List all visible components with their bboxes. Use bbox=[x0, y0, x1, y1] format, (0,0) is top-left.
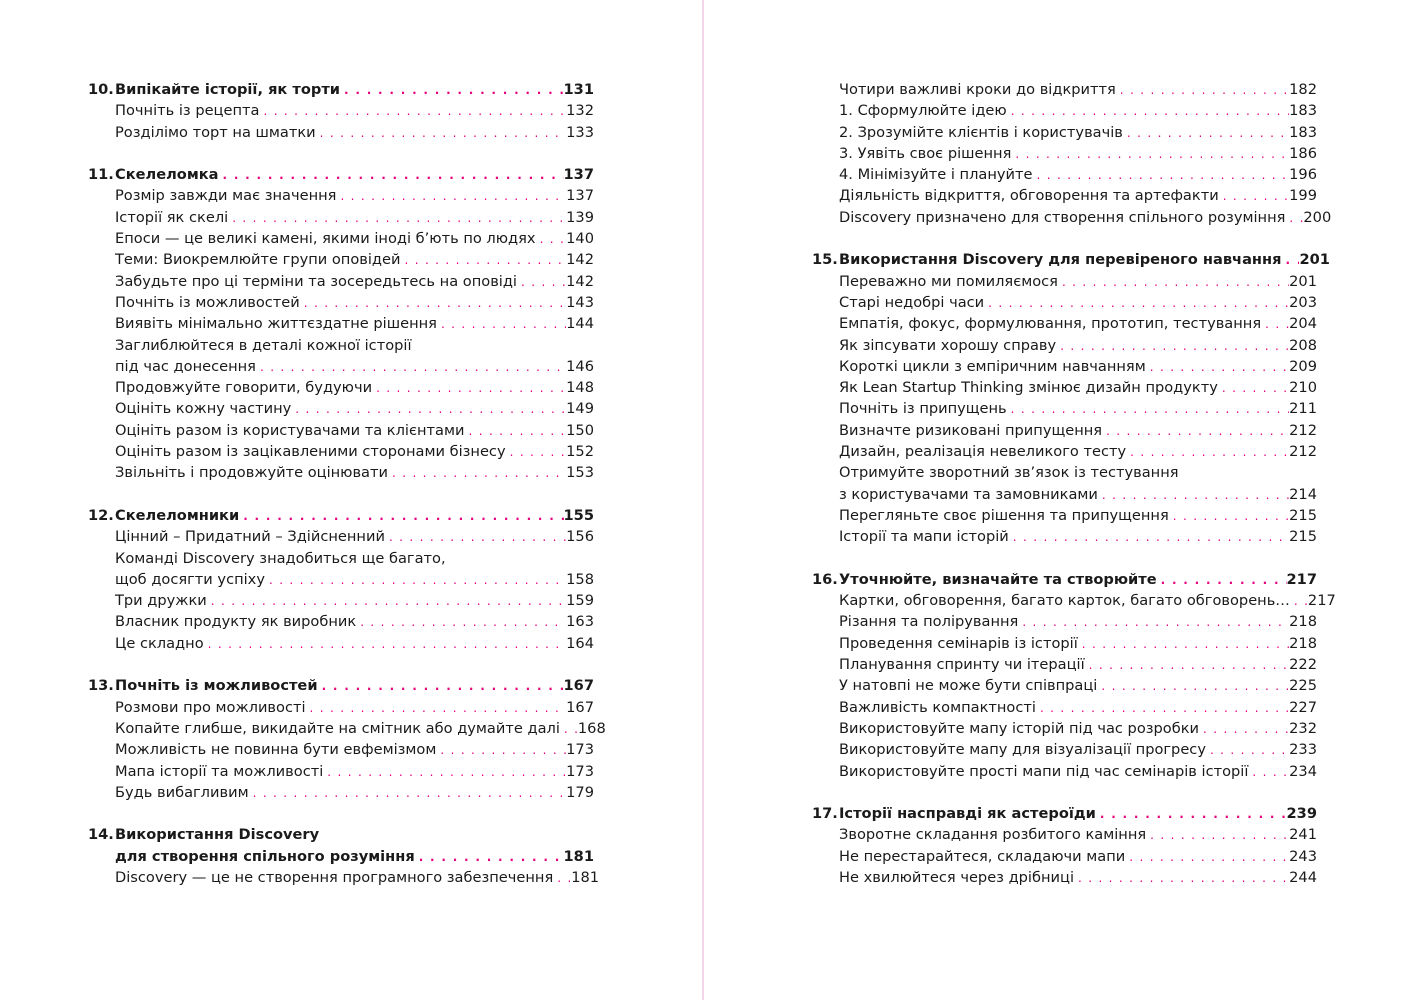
dot-leader bbox=[1169, 506, 1289, 527]
dot-leader bbox=[1097, 676, 1289, 697]
toc-entry bbox=[88, 739, 594, 760]
entry-title: Планування спринту чи ітерації bbox=[839, 656, 1085, 674]
section-spacer bbox=[812, 228, 1317, 249]
entry-title: Історії як скелі bbox=[115, 208, 229, 226]
table-of-contents-left bbox=[88, 79, 606, 888]
page-number: 181 bbox=[563, 847, 594, 865]
page-number: 218 bbox=[1289, 634, 1317, 652]
toc-entry bbox=[88, 611, 594, 632]
dot-leader bbox=[1098, 485, 1289, 506]
dot-leader bbox=[1009, 527, 1289, 548]
page-number: 182 bbox=[1289, 81, 1317, 98]
page-number: 133 bbox=[566, 123, 594, 141]
page-number: 239 bbox=[1286, 805, 1317, 823]
dot-leader bbox=[385, 527, 566, 548]
dot-leader bbox=[1096, 804, 1287, 825]
entry-title: 1. Сформулюйте ідею bbox=[839, 102, 1007, 120]
page-number: 149 bbox=[566, 400, 594, 418]
entry-title: Можливість не повинна бути евфемізмом bbox=[115, 741, 437, 759]
chapter-title: Скелеломка bbox=[115, 166, 219, 184]
page-number: 158 bbox=[566, 570, 594, 588]
page-number: 203 bbox=[1289, 293, 1317, 311]
entry-title: Це складно bbox=[115, 634, 204, 652]
section-spacer bbox=[812, 548, 1317, 569]
dot-leader bbox=[1102, 421, 1289, 442]
dot-leader bbox=[265, 570, 566, 591]
toc-entry bbox=[812, 867, 1317, 888]
toc-entry bbox=[88, 526, 594, 547]
page-number: 167 bbox=[566, 698, 594, 716]
page-number: 148 bbox=[566, 379, 594, 397]
section-spacer bbox=[812, 782, 1317, 803]
page-number: 183 bbox=[1289, 102, 1317, 120]
entry-title: Визначте ризиковані припущення bbox=[839, 421, 1103, 439]
page-number: 208 bbox=[1289, 336, 1317, 354]
dot-leader bbox=[464, 421, 566, 442]
page-number: 152 bbox=[566, 443, 594, 461]
dot-leader bbox=[1157, 570, 1287, 591]
toc-entry-continued bbox=[88, 569, 594, 590]
dot-leader bbox=[1056, 336, 1289, 357]
chapter-title: Історії насправді як астероїди bbox=[839, 805, 1096, 823]
toc-entry bbox=[88, 718, 606, 739]
entry-title: Оцініть разом із зацікавленими сторонами бізнесу bbox=[115, 443, 506, 461]
chapter-heading-continued bbox=[88, 846, 594, 867]
entry-title: Перегляньте своє рішення та припущення bbox=[839, 506, 1169, 524]
toc-entry bbox=[88, 462, 594, 483]
dot-leader bbox=[984, 293, 1289, 314]
entry-title: Розділімо торт на шматки bbox=[115, 123, 316, 141]
chapter-number: 11. bbox=[88, 166, 114, 184]
toc-entry bbox=[812, 420, 1317, 441]
entry-title: Як Lean Startup Thinking змінює дизайн продукту bbox=[839, 379, 1218, 397]
page-number: 227 bbox=[1289, 698, 1317, 716]
chapter-title: Використання Discovery bbox=[115, 826, 320, 844]
dot-leader bbox=[1219, 186, 1289, 207]
dot-leader bbox=[291, 399, 566, 420]
toc-entry bbox=[812, 526, 1317, 547]
page-number: 173 bbox=[566, 741, 594, 759]
dot-leader bbox=[204, 634, 567, 655]
page-number: 211 bbox=[1289, 400, 1317, 418]
entry-title: Копайте глибше, викидайте на смітник або думайте далі bbox=[115, 719, 560, 737]
entry-title: Почніть із припущень bbox=[839, 400, 1007, 418]
dot-leader bbox=[1281, 250, 1299, 271]
entry-title: Переважно ми помиляємося bbox=[839, 272, 1058, 290]
dot-leader bbox=[401, 250, 567, 271]
page-number: 212 bbox=[1289, 421, 1317, 439]
entry-title: Проведення семінарів із історії bbox=[839, 634, 1078, 652]
toc-entry bbox=[812, 846, 1317, 867]
right-page bbox=[704, 0, 1404, 1000]
dot-leader bbox=[336, 186, 566, 207]
entry-title-continued: з користувачами та замовниками bbox=[839, 485, 1098, 503]
entry-title: Картки, обговорення, багато карток, багато обговорень… bbox=[839, 592, 1290, 610]
page-number: 225 bbox=[1289, 677, 1317, 695]
page-number: 215 bbox=[1289, 506, 1317, 524]
toc-entry bbox=[812, 79, 1317, 100]
entry-title: Історії та мапи історій bbox=[839, 528, 1009, 546]
toc-entry bbox=[812, 313, 1317, 334]
chapter-title: Почніть із можливостей bbox=[115, 677, 318, 695]
entry-title: Продовжуйте говорити, будуючи bbox=[115, 379, 373, 397]
entry-title: Розмір завжди має значення bbox=[115, 187, 337, 205]
page-number: 142 bbox=[566, 272, 594, 290]
entry-title: 2. Зрозумійте клієнтів і користувачів bbox=[839, 123, 1123, 141]
entry-title: Не перестарайтеся, складаючи мапи bbox=[839, 847, 1126, 865]
chapter-heading bbox=[88, 505, 594, 526]
chapter-number: 17. bbox=[812, 805, 838, 823]
toc-entry bbox=[812, 377, 1317, 398]
toc-entry bbox=[88, 782, 594, 803]
toc-entry bbox=[812, 398, 1317, 419]
page-number: 222 bbox=[1289, 656, 1317, 674]
entry-title: Отримуйте зворотний зв’язок із тестування bbox=[839, 464, 1179, 482]
entry-title: Почніть із рецепта bbox=[115, 102, 260, 120]
entry-title: Використовуйте мапу історій під час розробки bbox=[839, 719, 1199, 737]
page-number: 233 bbox=[1289, 741, 1317, 759]
toc-entry bbox=[88, 633, 594, 654]
toc-entry bbox=[88, 420, 594, 441]
toc-entry bbox=[88, 590, 594, 611]
entry-title: Мапа історії та можливості bbox=[115, 762, 324, 780]
chapter-title: Випікайте історії, як торти bbox=[115, 81, 341, 98]
chapter-title: Використання Discovery для перевіреного навчання bbox=[839, 251, 1282, 269]
dot-leader bbox=[1125, 847, 1289, 868]
entry-title: Заглиблюйтеся в деталі кожної історії bbox=[115, 336, 412, 354]
dot-leader bbox=[239, 506, 563, 527]
dot-leader bbox=[1218, 378, 1289, 399]
table-of-contents-right bbox=[812, 79, 1336, 888]
entry-title: Важливість компактності bbox=[839, 698, 1036, 716]
dot-leader bbox=[1123, 123, 1289, 144]
section-spacer bbox=[88, 484, 594, 505]
entry-title: Забудьте про ці терміни та зосередьтесь на оповіді bbox=[115, 272, 517, 290]
dot-leader bbox=[1074, 868, 1289, 889]
section-spacer bbox=[88, 143, 594, 164]
page-number: 137 bbox=[563, 166, 594, 184]
entry-title: 4. Мінімізуйте і плануйте bbox=[839, 166, 1033, 184]
toc-entry bbox=[812, 441, 1317, 462]
chapter-number: 15. bbox=[812, 251, 838, 269]
dot-leader bbox=[1007, 399, 1289, 420]
dot-leader bbox=[1058, 272, 1289, 293]
chapter-heading bbox=[88, 824, 594, 845]
dot-leader bbox=[437, 314, 566, 335]
page-number: 164 bbox=[566, 634, 594, 652]
toc-entry bbox=[88, 292, 594, 313]
toc-entry bbox=[812, 207, 1332, 228]
page-number: 196 bbox=[1289, 166, 1317, 184]
dot-leader bbox=[259, 101, 566, 122]
toc-entry bbox=[88, 548, 594, 569]
dot-leader bbox=[1078, 634, 1289, 655]
page-number: 144 bbox=[566, 315, 594, 333]
dot-leader bbox=[1199, 719, 1289, 740]
chapter-heading bbox=[88, 675, 594, 696]
entry-title: Як зіпсувати хорошу справу bbox=[839, 336, 1057, 354]
page-number: 234 bbox=[1289, 762, 1317, 780]
toc-entry bbox=[812, 462, 1317, 483]
dot-leader bbox=[306, 698, 567, 719]
section-spacer bbox=[88, 803, 594, 824]
toc-entry-continued bbox=[812, 484, 1317, 505]
page-number: 241 bbox=[1289, 826, 1317, 844]
dot-leader bbox=[1146, 357, 1289, 378]
page-number: 139 bbox=[566, 208, 594, 226]
entry-title: Виявіть мінімально життєздатне рішення bbox=[115, 315, 437, 333]
toc-entry bbox=[88, 185, 594, 206]
toc-entry bbox=[88, 398, 594, 419]
dot-leader bbox=[388, 463, 566, 484]
entry-title: Емпатія, фокус, формулювання, прототип, тестування bbox=[839, 315, 1262, 333]
dot-leader bbox=[1018, 612, 1289, 633]
entry-title: Discovery — це не створення програмного забезпечення bbox=[115, 868, 554, 886]
page-number: 181 bbox=[571, 868, 600, 886]
toc-entry bbox=[88, 271, 594, 292]
entry-title: Дизайн, реалізація невеликого тесту bbox=[839, 443, 1127, 461]
page-number: 173 bbox=[566, 762, 594, 780]
dot-leader bbox=[249, 783, 567, 804]
page-number: 199 bbox=[1289, 187, 1317, 205]
page-number: 214 bbox=[1289, 485, 1317, 503]
dot-leader bbox=[219, 165, 564, 186]
dot-leader bbox=[1116, 80, 1289, 101]
dot-leader bbox=[356, 612, 566, 633]
toc-entry bbox=[88, 313, 594, 334]
dot-leader bbox=[1146, 825, 1289, 846]
dot-leader bbox=[228, 208, 566, 229]
dot-leader bbox=[318, 676, 564, 697]
entry-title: Короткі цикли з емпіричним навчанням bbox=[839, 357, 1146, 375]
entry-title: Звільніть і продовжуйте оцінювати bbox=[115, 464, 388, 482]
entry-title: Теми: Виокремлюйте групи оповідей bbox=[115, 251, 401, 269]
dot-leader bbox=[517, 272, 566, 293]
page-number: 140 bbox=[566, 230, 594, 248]
entry-title: Оцініть кожну частину bbox=[115, 400, 292, 418]
chapter-heading bbox=[88, 164, 594, 185]
dot-leader bbox=[1261, 314, 1289, 335]
toc-entry bbox=[88, 249, 594, 270]
dot-leader bbox=[372, 378, 566, 399]
page-number: 137 bbox=[566, 187, 594, 205]
dot-leader bbox=[415, 847, 564, 868]
toc-entry bbox=[88, 867, 600, 888]
toc-entry bbox=[88, 122, 594, 143]
page-number: 132 bbox=[566, 102, 594, 120]
dot-leader bbox=[256, 357, 566, 378]
page-number: 210 bbox=[1289, 379, 1317, 397]
chapter-heading bbox=[88, 79, 594, 100]
page-number: 167 bbox=[563, 677, 594, 695]
dot-leader bbox=[1126, 442, 1289, 463]
page-number: 155 bbox=[563, 506, 594, 524]
entry-title: Цінний – Придатний – Здійсненний bbox=[115, 528, 385, 546]
page-number: 204 bbox=[1289, 315, 1317, 333]
toc-entry bbox=[88, 377, 594, 398]
chapter-title: Уточнюйте, визначайте та створюйте bbox=[839, 570, 1157, 588]
toc-entry bbox=[88, 761, 594, 782]
entry-title: Різання та полірування bbox=[839, 613, 1019, 631]
chapter-number: 12. bbox=[88, 506, 114, 524]
toc-entry bbox=[812, 100, 1317, 121]
toc-entry bbox=[812, 633, 1317, 654]
page-number: 232 bbox=[1289, 719, 1317, 737]
entry-title: Почніть із можливостей bbox=[115, 293, 300, 311]
entry-title: У натовпі не може бути співпраці bbox=[839, 677, 1098, 695]
dot-leader bbox=[506, 442, 567, 463]
chapter-title-continued: для створення спільного розуміння bbox=[115, 847, 415, 865]
toc-entry bbox=[812, 824, 1317, 845]
page-number: 217 bbox=[1307, 592, 1336, 610]
entry-title: Використовуйте прості мапи під час семінарів історії bbox=[839, 762, 1249, 780]
entry-title: 3. Уявіть своє рішення bbox=[839, 144, 1012, 162]
toc-entry bbox=[812, 590, 1336, 611]
page-number: 243 bbox=[1289, 847, 1317, 865]
toc-entry bbox=[812, 697, 1317, 718]
toc-entry bbox=[812, 675, 1317, 696]
page-number: 183 bbox=[1289, 123, 1317, 141]
toc-entry-continued bbox=[88, 356, 594, 377]
dot-leader bbox=[316, 123, 566, 144]
page-number: 201 bbox=[1289, 272, 1317, 290]
page-number: 217 bbox=[1286, 570, 1317, 588]
toc-entry bbox=[88, 697, 594, 718]
dot-leader bbox=[536, 229, 567, 250]
page-number: 163 bbox=[566, 613, 594, 631]
dot-leader bbox=[1085, 655, 1290, 676]
toc-entry bbox=[812, 143, 1317, 164]
page-number: 215 bbox=[1289, 528, 1317, 546]
page-number: 200 bbox=[1303, 208, 1332, 226]
chapter-number: 16. bbox=[812, 570, 838, 588]
entry-title: Оцініть разом із користувачами та клієнтами bbox=[115, 421, 465, 439]
entry-title: Використовуйте мапу для візуалізації прогресу bbox=[839, 741, 1206, 759]
dot-leader bbox=[560, 719, 578, 740]
chapter-heading bbox=[812, 803, 1317, 824]
toc-entry bbox=[88, 228, 594, 249]
chapter-number: 14. bbox=[88, 826, 114, 844]
entry-title: Discovery призначено для створення спільного розуміння bbox=[839, 208, 1286, 226]
page-number: 150 bbox=[566, 421, 594, 439]
page-number: 142 bbox=[566, 251, 594, 269]
entry-title: Власник продукту як виробник bbox=[115, 613, 357, 631]
dot-leader bbox=[300, 293, 566, 314]
toc-entry bbox=[812, 611, 1317, 632]
toc-entry bbox=[812, 718, 1317, 739]
dot-leader bbox=[436, 740, 566, 761]
chapter-heading bbox=[812, 249, 1330, 270]
toc-entry bbox=[812, 505, 1317, 526]
entry-title: Діяльність відкриття, обговорення та артефакти bbox=[839, 187, 1219, 205]
chapter-number: 10. bbox=[88, 81, 114, 98]
toc-entry bbox=[88, 441, 594, 462]
page-number: 212 bbox=[1289, 443, 1317, 461]
chapter-number: 13. bbox=[88, 677, 114, 695]
page-number: 143 bbox=[566, 293, 594, 311]
toc-entry bbox=[812, 185, 1317, 206]
dot-leader bbox=[1036, 698, 1289, 719]
toc-entry bbox=[812, 739, 1317, 760]
dot-leader bbox=[553, 868, 571, 889]
dot-leader bbox=[1007, 101, 1289, 122]
entry-title: Розмови про можливості bbox=[115, 698, 306, 716]
page-number: 244 bbox=[1289, 868, 1317, 886]
entry-title: Будь вибагливим bbox=[115, 783, 249, 801]
page-number: 179 bbox=[566, 783, 594, 801]
dot-leader bbox=[1033, 165, 1290, 186]
entry-title: Зворотне складання розбитого каміння bbox=[839, 826, 1147, 844]
chapter-title: Скелеломники bbox=[115, 506, 240, 524]
page-number: 168 bbox=[577, 719, 606, 737]
dot-leader bbox=[207, 591, 566, 612]
toc-entry bbox=[812, 335, 1317, 356]
entry-title: Старі недобрі часи bbox=[839, 293, 985, 311]
dot-leader bbox=[1011, 144, 1289, 165]
toc-entry bbox=[88, 335, 594, 356]
toc-entry bbox=[812, 761, 1317, 782]
page-number: 209 bbox=[1289, 357, 1317, 375]
toc-entry bbox=[812, 292, 1317, 313]
toc-entry bbox=[88, 100, 594, 121]
toc-entry bbox=[812, 164, 1317, 185]
section-spacer bbox=[88, 654, 594, 675]
page-number: 186 bbox=[1289, 144, 1317, 162]
toc-entry bbox=[812, 356, 1317, 377]
dot-leader bbox=[1206, 740, 1289, 761]
entry-title: Епоси — це великі камені, якими іноді б’ють по людях bbox=[115, 230, 536, 248]
toc-entry bbox=[88, 207, 594, 228]
entry-title: Чотири важливі кроки до відкриття bbox=[839, 81, 1116, 98]
dot-leader bbox=[1248, 762, 1289, 783]
dot-leader bbox=[340, 80, 563, 101]
page-number: 131 bbox=[563, 81, 594, 98]
entry-title: Команді Discovery знадобиться ще багато, bbox=[115, 549, 446, 567]
page-number: 201 bbox=[1299, 251, 1330, 269]
page-number: 218 bbox=[1289, 613, 1317, 631]
entry-title: Не хвилюйтеся через дрібниці bbox=[839, 868, 1074, 886]
entry-title: Три дружки bbox=[115, 592, 207, 610]
dot-leader bbox=[323, 762, 566, 783]
page-number: 159 bbox=[566, 592, 594, 610]
dot-leader bbox=[1290, 591, 1308, 612]
toc-entry bbox=[812, 271, 1317, 292]
chapter-heading bbox=[812, 569, 1317, 590]
entry-title-continued: під час донесення bbox=[115, 357, 256, 375]
toc-entry bbox=[812, 654, 1317, 675]
page-number: 146 bbox=[566, 357, 594, 375]
entry-title-continued: щоб досягти успіху bbox=[115, 570, 265, 588]
page-number: 153 bbox=[566, 464, 594, 482]
page-number: 156 bbox=[566, 528, 594, 546]
toc-entry bbox=[812, 122, 1317, 143]
dot-leader bbox=[1285, 208, 1303, 229]
